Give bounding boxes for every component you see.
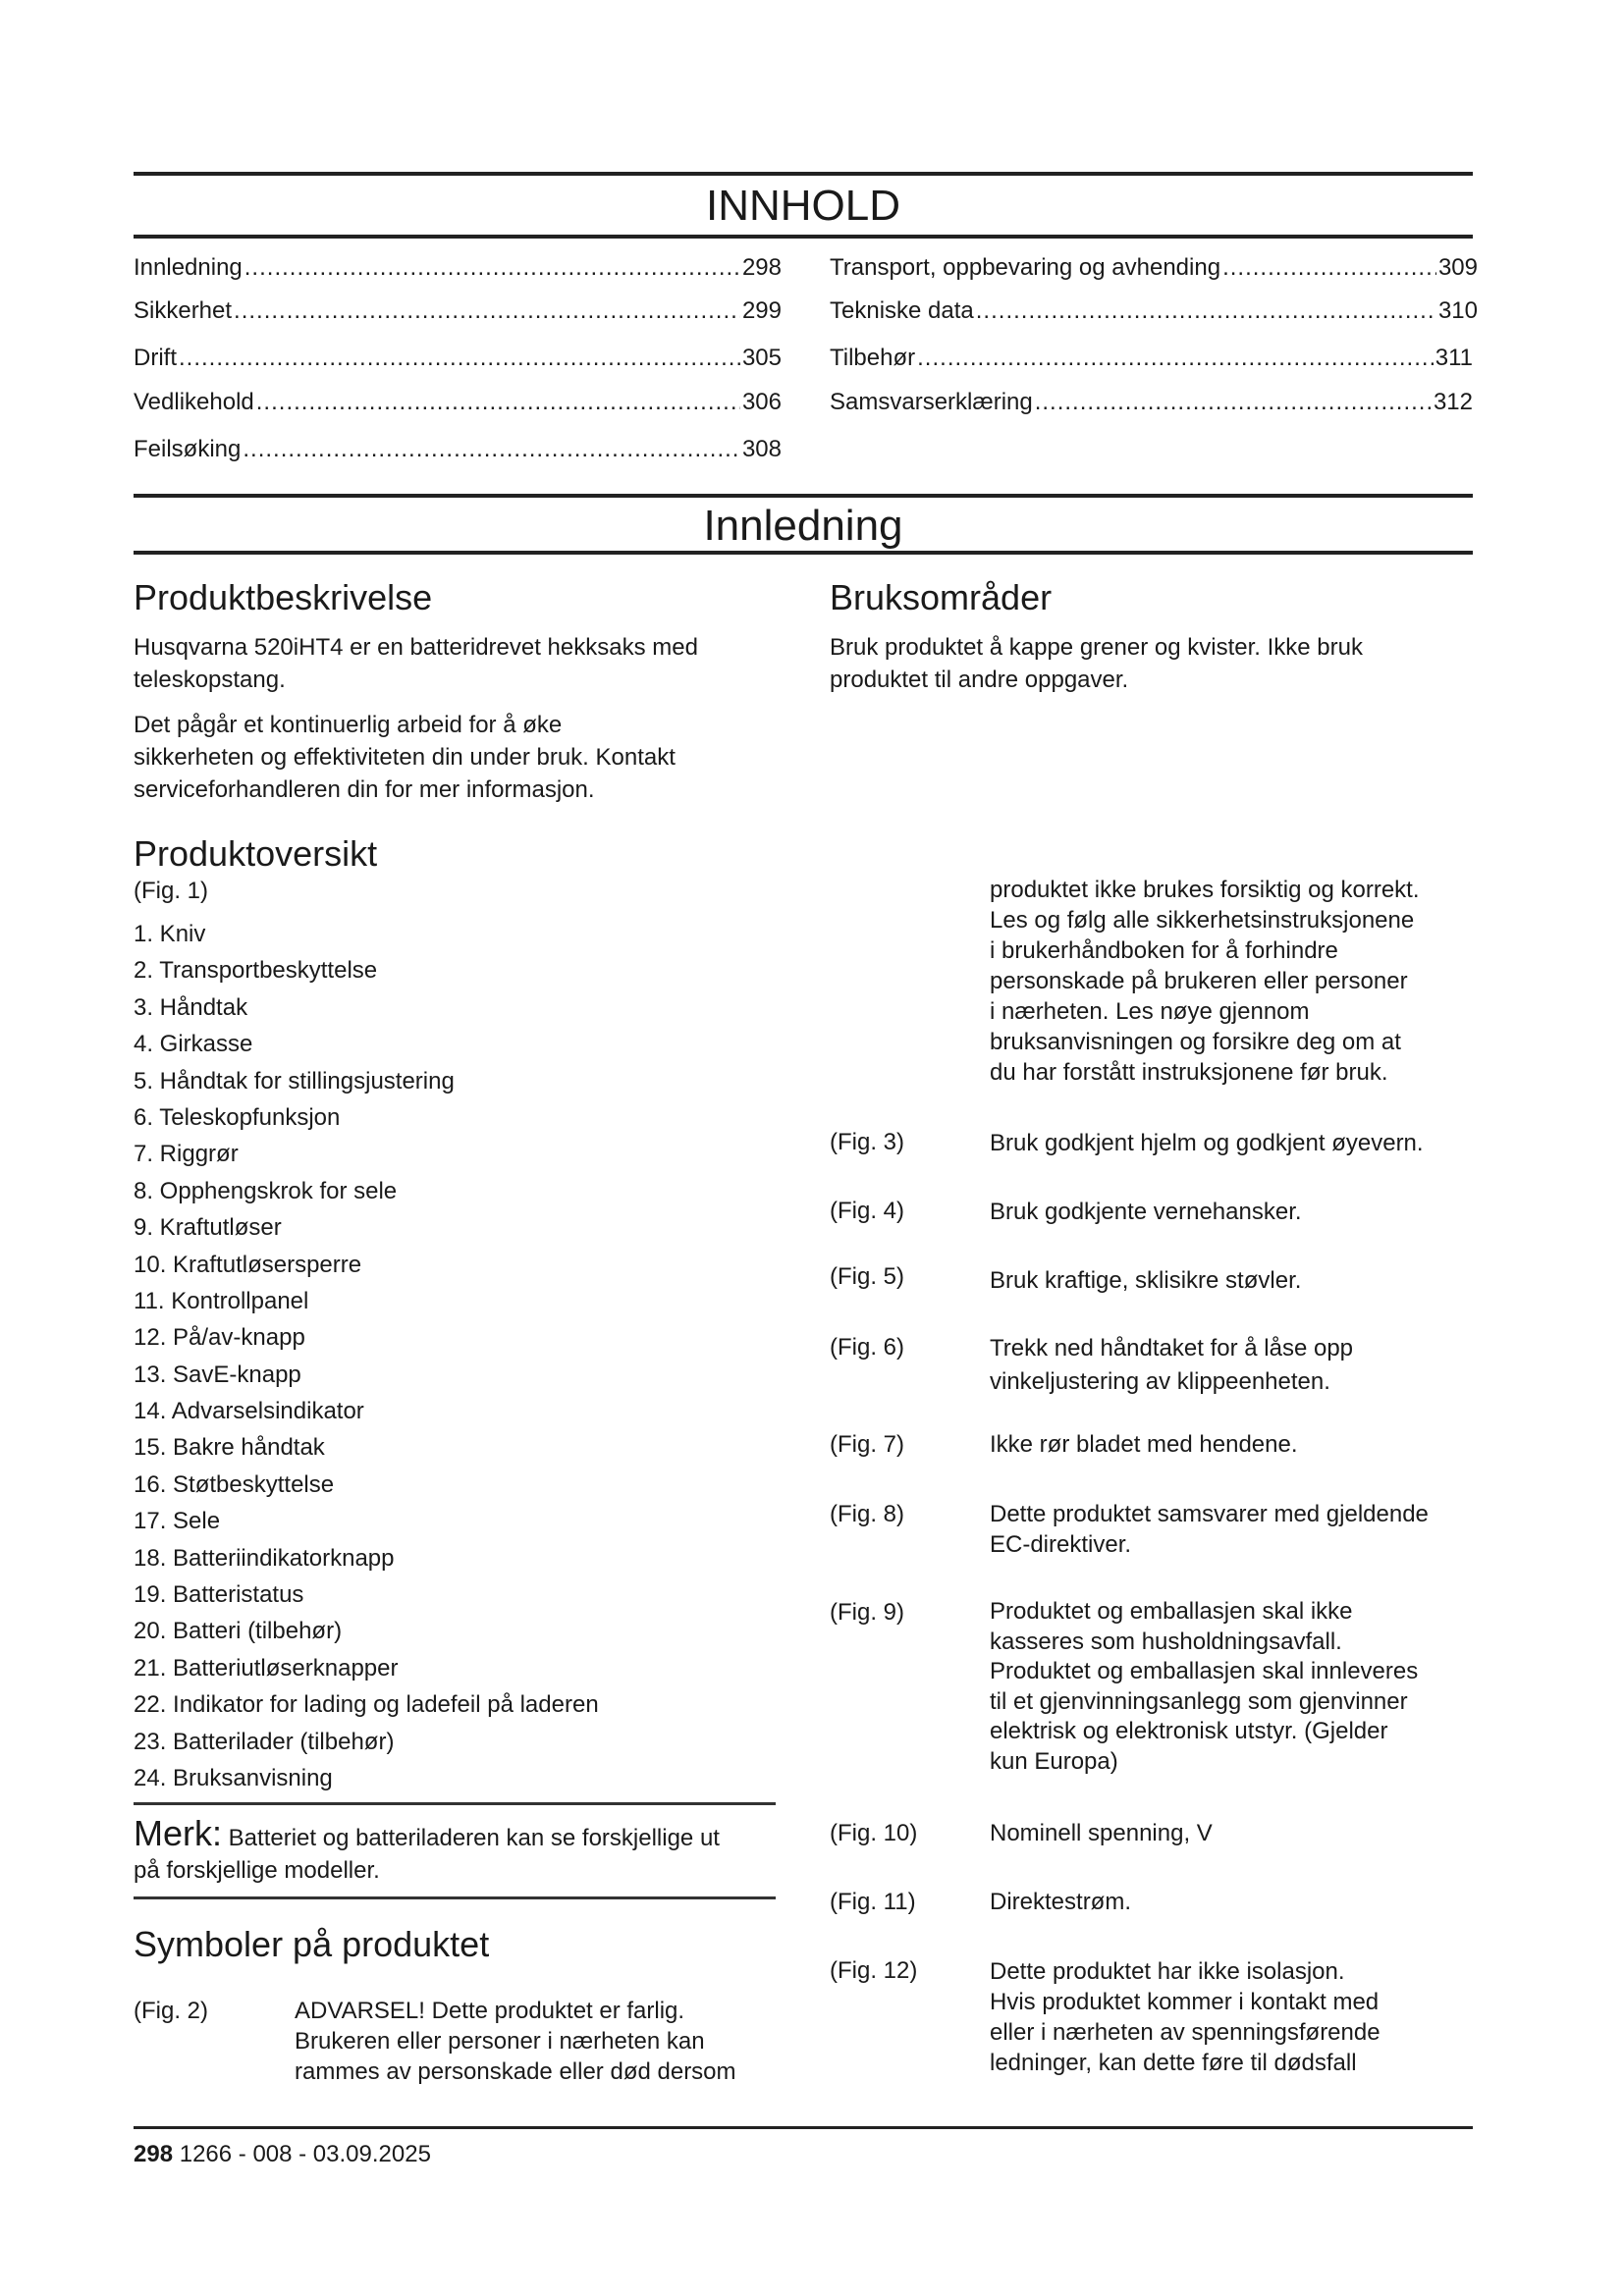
text-line: Bruk godkjente vernehansker.	[990, 1199, 1302, 1225]
text-line: Ikke rør bladet med hendene.	[990, 1431, 1298, 1458]
toc-entry-label: Innledning	[134, 254, 243, 281]
text-line: Bruk kraftige, sklisikre støvler.	[990, 1267, 1302, 1294]
list-item: 14. Advarselsindikator	[134, 1398, 364, 1425]
toc-entry-page: 305	[741, 345, 782, 371]
symbol-fig-label: (Fig. 4)	[830, 1198, 905, 1224]
symbol-fig-text	[990, 1887, 1481, 1917]
list-item: 19. Batteristatus	[134, 1581, 304, 1609]
toc-top-rule	[134, 172, 1473, 176]
note-text-line2: på forskjellige modeller.	[134, 1857, 380, 1884]
toc-bottom-rule	[134, 235, 1473, 239]
overview-list	[134, 916, 599, 1796]
text-line: du har forstått instruksjonene før bruk.	[990, 1059, 1388, 1086]
text-line: bruksanvisningen og forsikre deg om at	[990, 1029, 1401, 1055]
list-item: 4. Girkasse	[134, 1031, 253, 1058]
text-line: teleskopstang.	[134, 667, 286, 693]
toc-entry-label: Transport, oppbevaring og avhending	[830, 254, 1221, 281]
symbol-fig-text	[990, 1265, 1481, 1296]
symbol-fig-label: (Fig. 9)	[830, 1599, 905, 1626]
symbol-fig-text	[990, 1128, 1481, 1158]
list-item: 8. Opphengskrok for sele	[134, 1177, 398, 1204]
footer-rule	[134, 2126, 1473, 2129]
text-line: sikkerheten og effektiviteten din under bruk. Kontakt	[134, 744, 676, 771]
text-line: Bruk produktet å kappe grener og kvister. Ikke bruk	[830, 634, 1363, 661]
text-line: Trekk ned håndtaket for å låse opp	[990, 1335, 1354, 1362]
toc-entry-label: Drift	[134, 345, 177, 371]
toc-entry-innledning[interactable]	[134, 253, 782, 283]
text-line: Nominell spenning, V	[990, 1820, 1213, 1846]
text-line: Dette produktet samsvarer med gjeldende	[990, 1501, 1429, 1527]
list-item: 10. Kraftutløsersperre	[134, 1251, 362, 1278]
text-line: Produktet og emballasjen skal innleveres	[990, 1658, 1419, 1684]
list-item: 20. Batteri (tilbehør)	[134, 1618, 343, 1645]
list-item: 11. Kontrollpanel	[134, 1287, 309, 1314]
text-line: rammes av personskade eller død dersom	[295, 2058, 736, 2085]
text-line: i nærheten. Les nøye gjennom	[990, 998, 1310, 1025]
toc-entry-page: 306	[741, 389, 782, 415]
symbol-fig-label: (Fig. 2)	[134, 1998, 209, 2024]
list-item: 2. Transportbeskyttelse	[134, 957, 378, 985]
toc-entry-samsvarserklaering[interactable]	[830, 388, 1473, 417]
text-line: EC-direktiver.	[990, 1531, 1132, 1558]
section-title: Innledning	[703, 502, 903, 550]
text-line: Husqvarna 520iHT4 er en batteridrevet hekksaks med	[134, 634, 698, 661]
list-item: 9. Kraftutløser	[134, 1214, 282, 1242]
list-item: 13. SavE-knapp	[134, 1361, 301, 1388]
symbols-heading: Symboler på produktet	[134, 1924, 490, 1964]
symbol-fig-label: (Fig. 3)	[830, 1129, 905, 1155]
text-line: Bruk godkjent hjelm og godkjent øyevern.	[990, 1130, 1424, 1156]
list-item: 3. Håndtak	[134, 993, 248, 1021]
text-line: ADVARSEL! Dette produktet er farlig.	[295, 1998, 685, 2024]
symbol-fig-label: (Fig. 5)	[830, 1263, 905, 1290]
symbol-fig-label: (Fig. 8)	[830, 1501, 905, 1527]
text-line: Brukeren eller personer i nærheten kan	[295, 2028, 705, 2055]
symbol-fig-label: (Fig. 6)	[830, 1334, 905, 1361]
toc-leader	[234, 296, 740, 326]
list-item: 16. Støtbeskyttelse	[134, 1470, 335, 1498]
text-line: Direktestrøm.	[990, 1889, 1131, 1915]
overview-fig-ref: (Fig. 1)	[134, 878, 209, 904]
text-line: Produktet og emballasjen skal ikke	[990, 1598, 1353, 1625]
symbol-fig-text	[990, 1499, 1481, 1560]
toc-leader	[179, 344, 740, 373]
note-label: Merk:	[134, 1813, 222, 1853]
toc-leader	[243, 435, 740, 464]
text-line: Dette produktet har ikke isolasjon.	[990, 1958, 1345, 1985]
toc-entry-tilbehor[interactable]	[830, 344, 1473, 373]
symbol-fig-text-continued	[990, 875, 1481, 1088]
list-item: 24. Bruksanvisning	[134, 1764, 333, 1791]
list-item: 21. Batteriutløserknapper	[134, 1654, 399, 1682]
list-item: 7. Riggrør	[134, 1141, 239, 1168]
note-bottom-rule	[134, 1896, 776, 1899]
note-text-line1: Batteriet og batteriladeren kan se forskjellige ut	[228, 1825, 720, 1851]
list-item: 6. Teleskopfunksjon	[134, 1103, 341, 1131]
toc-entry-page: 309	[1437, 254, 1478, 281]
toc-entry-tekniske-data[interactable]	[830, 296, 1478, 326]
text-line: elektrisk og elektronisk utstyr. (Gjelder	[990, 1718, 1388, 1744]
text-line: i brukerhåndboken for å forhindre	[990, 937, 1338, 964]
toc-leader	[1222, 253, 1436, 283]
toc-entry-page: 310	[1437, 297, 1478, 324]
toc-entry-label: Feilsøking	[134, 436, 242, 462]
product-description-heading: Produktbeskrivelse	[134, 577, 433, 617]
symbol-fig-text	[990, 1332, 1481, 1399]
symbol-fig-text	[990, 1597, 1481, 1777]
note	[134, 1813, 782, 1886]
toc-entry-label: Vedlikehold	[134, 389, 254, 415]
symbol-fig-label: (Fig. 10)	[830, 1820, 918, 1846]
text-line: vinkeljustering av klippeenheten.	[990, 1368, 1330, 1395]
toc-leader	[244, 253, 740, 283]
note-top-rule	[134, 1802, 776, 1805]
text-line: til et gjenvinningsanlegg som gjenvinner	[990, 1687, 1408, 1715]
text-line: produktet til andre oppgaver.	[830, 667, 1129, 693]
section-bottom-rule	[134, 551, 1473, 555]
text-line: Hvis produktet kommer i kontakt med	[990, 1989, 1380, 2015]
symbol-fig-text	[295, 1996, 785, 2087]
symbol-fig-label: (Fig. 7)	[830, 1431, 905, 1458]
text-line: personskade på brukeren eller personer	[990, 968, 1408, 994]
symbol-fig-text	[990, 1197, 1481, 1227]
text-line: eller i nærheten av spenningsførende	[990, 2019, 1380, 2046]
usage-heading: Bruksområder	[830, 577, 1053, 617]
toc-entry-page: 312	[1433, 389, 1473, 415]
toc-entry-page: 299	[741, 297, 782, 324]
text-line: ledninger, kan dette føre til dødsfall	[990, 2050, 1357, 2076]
text-line: produktet ikke brukes forsiktig og korrekt.	[990, 877, 1420, 903]
toc-entry-page: 311	[1435, 345, 1473, 371]
toc-entry-sikkerhet[interactable]	[134, 296, 782, 326]
product-description-p1	[134, 631, 782, 696]
list-item: 23. Batterilader (tilbehør)	[134, 1728, 395, 1755]
text-line: Det pågår et kontinuerlig arbeid for å øke	[134, 712, 563, 738]
symbol-fig-text	[990, 1818, 1481, 1848]
toc-title: INNHOLD	[705, 182, 901, 230]
text-line: serviceforhandleren din for mer informasjon.	[134, 776, 595, 803]
toc-entry-feilsoking[interactable]	[134, 435, 782, 464]
usage-text	[830, 631, 1478, 696]
list-item: 5. Håndtak for stillingsjustering	[134, 1067, 455, 1095]
text-line: kun Europa)	[990, 1747, 1118, 1775]
footer-page-number: 298	[134, 2141, 174, 2167]
product-description-p2	[134, 709, 782, 806]
toc-leader	[976, 296, 1436, 326]
list-item: 17. Sele	[134, 1508, 221, 1535]
list-item: 12. På/av-knapp	[134, 1324, 305, 1352]
toc-leader	[256, 388, 740, 417]
text-line: kasseres som husholdningsavfall.	[990, 1628, 1342, 1655]
list-item: 22. Indikator for lading og ladefeil på laderen	[134, 1691, 599, 1719]
toc-leader	[1035, 388, 1432, 417]
symbol-fig-label: (Fig. 12)	[830, 1957, 918, 1984]
toc-entry-label: Tekniske data	[830, 297, 974, 324]
symbol-fig-label: (Fig. 11)	[830, 1889, 916, 1915]
toc-entry-label: Sikkerhet	[134, 297, 233, 324]
toc-entry-label: Samsvarserklæring	[830, 389, 1033, 415]
toc-entry-transport[interactable]	[830, 253, 1478, 283]
footer	[134, 2138, 431, 2170]
toc-entry-vedlikehold[interactable]	[134, 388, 782, 417]
symbol-fig-text	[990, 1956, 1481, 2078]
toc-entry-page: 308	[741, 436, 782, 462]
footer-doc-info: 1266 - 008 - 03.09.2025	[179, 2141, 431, 2167]
text-line: Les og følg alle sikkerhetsinstruksjonene	[990, 907, 1415, 934]
overview-heading: Produktoversikt	[134, 833, 378, 874]
list-item: 15. Bakre håndtak	[134, 1434, 325, 1462]
symbol-fig-text	[990, 1429, 1481, 1460]
toc-entry-label: Tilbehør	[830, 345, 916, 371]
toc-entry-drift[interactable]	[134, 344, 782, 373]
toc-leader	[917, 344, 1434, 373]
list-item: 18. Batteriindikatorknapp	[134, 1544, 395, 1572]
list-item: 1. Kniv	[134, 921, 206, 947]
toc-entry-page: 298	[741, 254, 782, 281]
section-top-rule	[134, 494, 1473, 498]
